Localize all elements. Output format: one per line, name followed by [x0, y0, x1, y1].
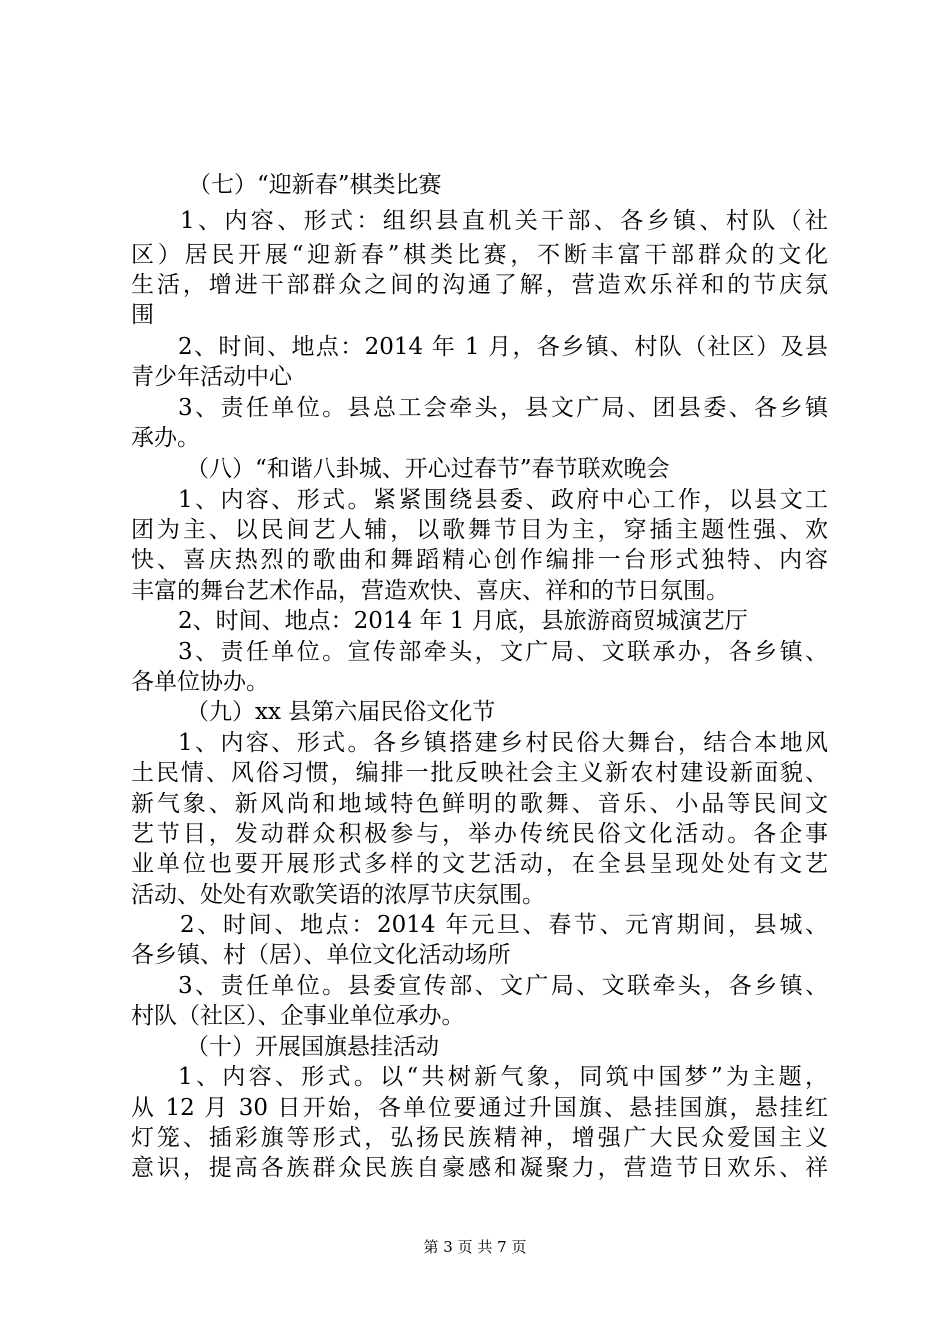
paragraph-line: 快、喜庆热烈的歌曲和舞蹈精心创作编排一台形式独特、内容 [131, 547, 828, 573]
paragraph-line: 3、责任单位。县总工会牵头，县文广局、团县委、各乡镇 [178, 395, 828, 421]
paragraph-line: 1、内容、形式。各乡镇搭建乡村民俗大舞台，结合本地风 [178, 730, 828, 756]
paragraph-line: 团为主、以民间艺人辅，以歌舞节目为主，穿插主题性强、欢 [131, 517, 828, 543]
paragraph-line: 意识，提高各族群众民族自豪感和凝聚力，营造节日欢乐、祥 [131, 1155, 828, 1181]
paragraph-line: 村队（社区）、企事业单位承办。 [131, 1003, 465, 1029]
paragraph-line: 各单位协办。 [131, 669, 269, 695]
section-heading-9: （九）xx 县第六届民俗文化节 [186, 699, 496, 725]
paragraph-line: 新气象、新风尚和地域特色鲜明的歌舞、音乐、小品等民间文 [131, 791, 828, 817]
paragraph-line: 1、内容、形式。紧紧围绕县委、政府中心工作，以县文工 [178, 487, 828, 513]
paragraph-line: 从 12 月 30 日开始，各单位要通过升国旗、悬挂国旗，悬挂红 [131, 1095, 828, 1121]
paragraph-line: 围 [131, 302, 154, 328]
paragraph-line: 承办。 [131, 425, 200, 451]
paragraph-line: 青少年活动中心 [131, 364, 292, 390]
paragraph-line: 1、内容、形式。以“共树新气象，同筑中国梦”为主题， [178, 1064, 828, 1090]
page-footer: 第 3 页 共 7 页 [423, 1238, 527, 1256]
paragraph-line: 2、时间、地点：2014 年 1 月，各乡镇、村队（社区）及县 [178, 334, 828, 360]
paragraph-line: 各乡镇、村（居）、单位文化活动场所 [131, 942, 511, 968]
section-heading-8: （八）“和谐八卦城、开心过春节”春节联欢晚会 [186, 456, 670, 482]
paragraph-line: 艺节目，发动群众积极参与，举办传统民俗文化活动。各企事 [131, 821, 828, 847]
paragraph-line: 3、责任单位。宣传部牵头，文广局、文联承办，各乡镇、 [178, 639, 828, 665]
paragraph-line: 2、时间、地点：2014 年 1 月底，县旅游商贸城演艺厅 [178, 608, 748, 634]
section-heading-10: （十）开展国旗悬挂活动 [186, 1034, 439, 1060]
paragraph-line: 区）居民开展“迎新春”棋类比赛，不断丰富干部群众的文化 [131, 242, 828, 268]
paragraph-line: 土民情、风俗习惯，编排一批反映社会主义新农村建设新面貌、 [131, 760, 828, 786]
paragraph-line: 活动、处处有欢歌笑语的浓厚节庆氛围。 [131, 882, 545, 908]
paragraph-line: 3、责任单位。县委宣传部、文广局、文联牵头，各乡镇、 [178, 973, 828, 999]
paragraph-line: 丰富的舞台艺术作品，营造欢快、喜庆、祥和的节日氛围。 [131, 578, 729, 604]
paragraph-line: 灯笼、插彩旗等形式，弘扬民族精神，增强广大民众爱国主义 [131, 1125, 828, 1151]
paragraph-line: 生活，增进干部群众之间的沟通了解，营造欢乐祥和的节庆氛 [131, 272, 828, 298]
paragraph-line: 1、内容、形式：组织县直机关干部、各乡镇、村队（社 [180, 208, 828, 234]
paragraph-line: 2、时间、地点：2014 年元旦、春节、元宵期间，县城、 [180, 912, 828, 938]
paragraph-line: 业单位也要开展形式多样的文艺活动，在全县呈现处处有文艺 [131, 851, 828, 877]
section-heading-7: （七）“迎新春”棋类比赛 [188, 172, 442, 198]
